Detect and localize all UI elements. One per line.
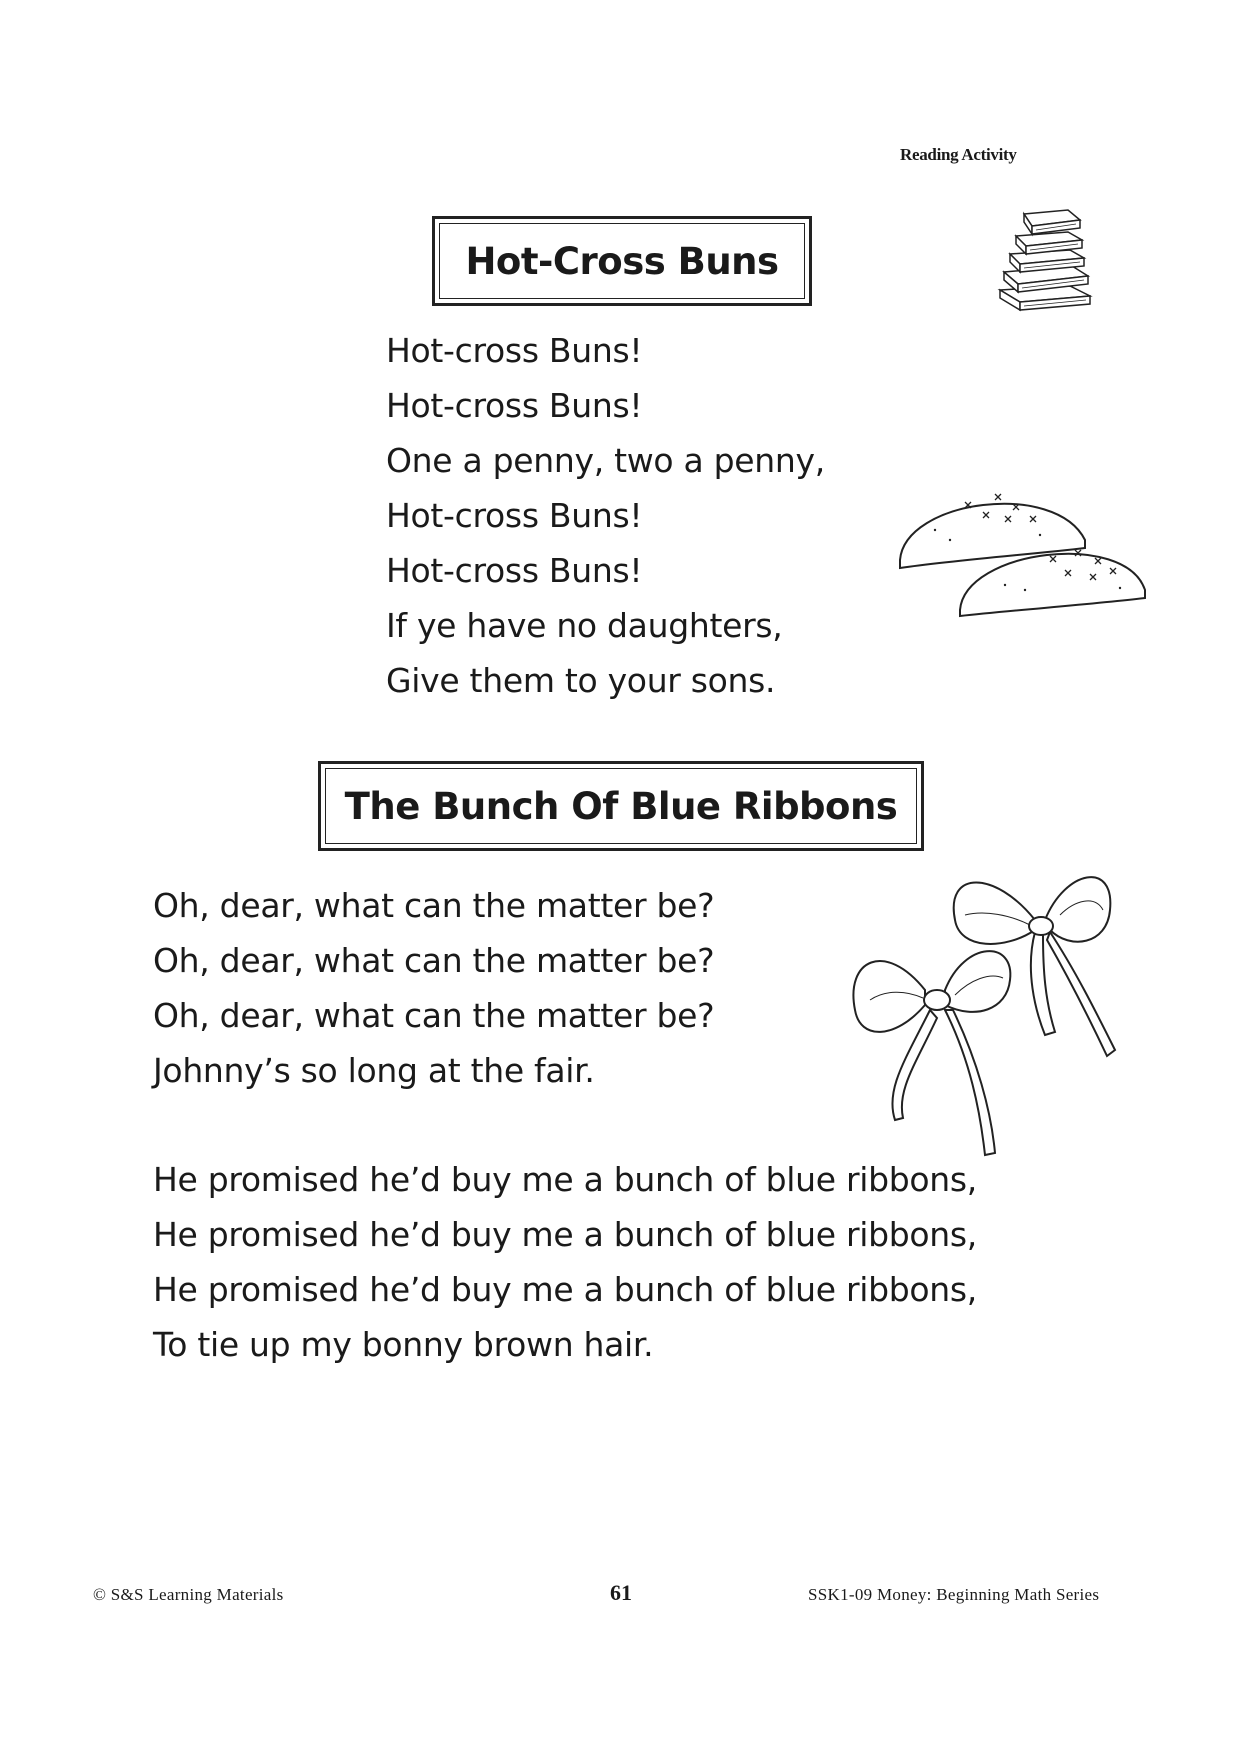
poem-hot-cross-buns — [386, 323, 825, 708]
poem-line: He promised he’d buy me a bunch of blue ribbons, — [153, 1215, 977, 1254]
page-number: 61 — [610, 1580, 632, 1605]
ribbons-illustration — [845, 860, 1120, 1160]
footer-series: SSK1-09 Money: Beginning Math Series — [808, 1585, 1100, 1604]
poem-line: Oh, dear, what can the matter be? — [153, 941, 715, 980]
poem-title-hot-cross-buns: Hot-Cross Buns — [439, 223, 805, 299]
buns-illustration — [895, 480, 1150, 620]
poem-title-blue-ribbons: The Bunch Of Blue Ribbons — [325, 768, 917, 844]
reading-activity-label: Reading Activity — [900, 145, 1017, 164]
poem-line: He promised he’d buy me a bunch of blue ribbons, — [153, 1160, 977, 1199]
poem-line: Oh, dear, what can the matter be? — [153, 886, 715, 925]
poem-line: One a penny, two a penny, — [386, 441, 825, 480]
poem-line: To tie up my bonny brown hair. — [153, 1325, 654, 1364]
poem-line: Hot-cross Buns! — [386, 386, 643, 425]
poem-line: Give them to your sons. — [386, 661, 776, 700]
poem-line: Hot-cross Buns! — [386, 551, 643, 590]
poem-blue-ribbons-stanza-2 — [153, 1152, 977, 1372]
poem-line: Oh, dear, what can the matter be? — [153, 996, 715, 1035]
poem-title-box-hot-cross-buns — [432, 216, 812, 306]
poem-title-box-blue-ribbons — [318, 761, 924, 851]
poem-line: Hot-cross Buns! — [386, 496, 643, 535]
poem-blue-ribbons-stanza-1 — [153, 878, 714, 1098]
poem-line: If ye have no daughters, — [386, 606, 783, 645]
book-stack-icon — [990, 200, 1095, 315]
footer-copyright: © S&S Learning Materials — [93, 1585, 284, 1604]
poem-line: Johnny’s so long at the fair. — [153, 1051, 595, 1090]
poem-line: Hot-cross Buns! — [386, 331, 643, 370]
poem-line: He promised he’d buy me a bunch of blue ribbons, — [153, 1270, 977, 1309]
